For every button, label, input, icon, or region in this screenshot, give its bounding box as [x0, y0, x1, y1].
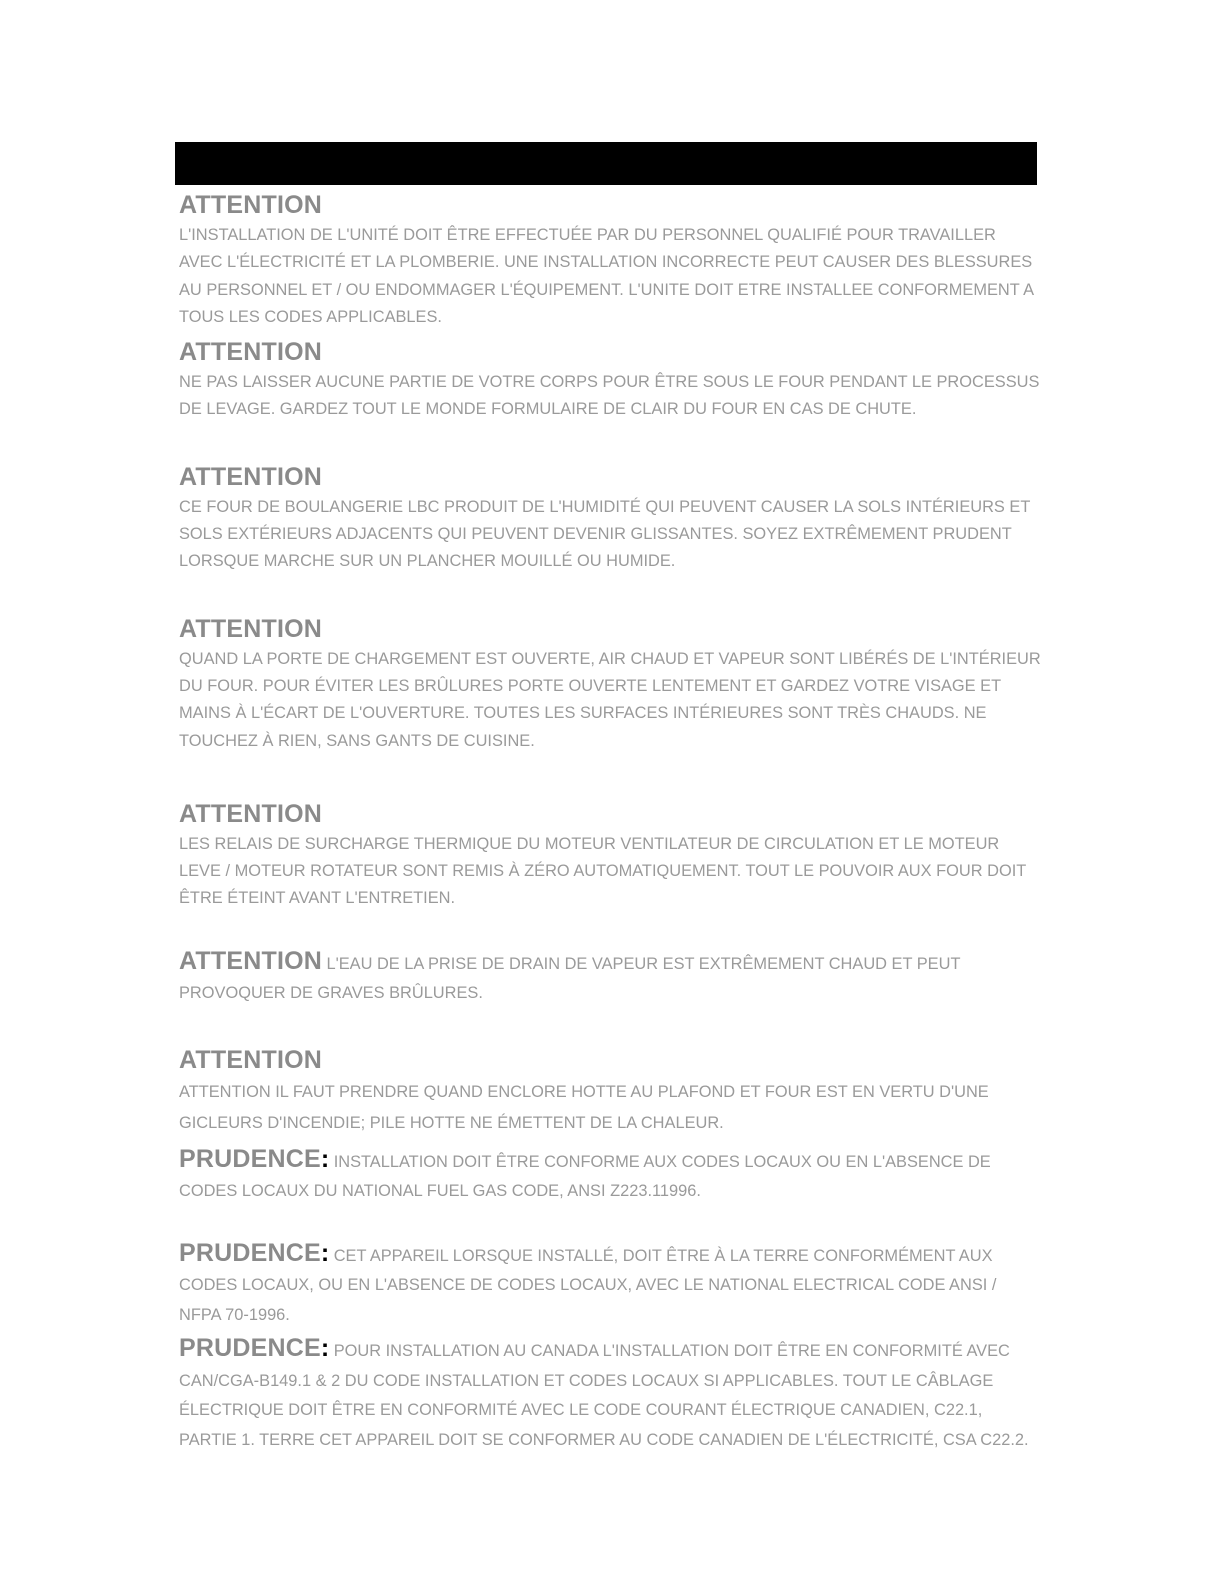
black-header-bar	[175, 142, 1037, 185]
prudence-colon: :	[320, 1334, 330, 1363]
attention-block-7	[179, 1043, 1041, 1139]
attention-block-3	[179, 460, 1041, 576]
attention-heading: ATTENTION	[179, 191, 322, 219]
prudence-block-1	[179, 1145, 1041, 1207]
attention-heading: ATTENTION	[179, 462, 322, 491]
attention-text: LES RELAIS DE SURCHARGE THERMIQUE DU MOTEUR VENTILATEUR DE CIRCULATION ET LE MOTEUR LEVE / MOTEUR ROTATEUR SONT REMIS À ZÉRO AUTOMATIQUEMENT. TOUT LE POUVOIR AUX FOUR DOIT ÊTRE ÉTEINT AVANT L'ENTRETIEN.	[179, 834, 1026, 908]
attention-heading: ATTENTION	[179, 946, 322, 975]
attention-text: CE FOUR DE BOULANGERIE LBC PRODUIT DE L'HUMIDITÉ QUI PEUVENT CAUSER LA SOLS INTÉRIEURS ET SOLS EXTÉRIEURS ADJACENTS QUI PEUVENT DEVENIR GLISSANTES. SOYEZ EXTRÊMEMENT PRUDENT LORSQUE MARCHE SUR UN PLANCHER MOUILLÉ OU HUMIDE.	[179, 497, 1031, 571]
prudence-text: INSTALLATION DOIT ÊTRE CONFORME AUX CODES LOCAUX OU EN L'ABSENCE DE CODES LOCAUX DU NATIONAL FUEL GAS CODE, ANSI Z223.11996.	[179, 1152, 991, 1201]
prudence-heading: PRUDENCE	[179, 1238, 321, 1267]
prudence-colon: :	[320, 1238, 330, 1267]
prudence-block-2	[179, 1239, 1041, 1331]
attention-block-2	[179, 335, 1041, 424]
attention-text: L'INSTALLATION DE L'UNITÉ DOIT ÊTRE EFFECTUÉE PAR DU PERSONNEL QUALIFIÉ POUR TRAVAILLER AVEC L'ÉLECTRICITÉ ET LA PLOMBERIE. UNE INSTALLATION INCORRECTE PEUT CAUSER DES BLESSURES AU PERSONNEL ET / OU ENDOMMAGER L'ÉQUIPEMENT. L'UNITE DOIT ETRE INSTALLEE CONFORMEMENT A TOUS LES CODES APPLICABLES.	[179, 226, 1034, 326]
prudence-heading: PRUDENCE	[179, 1334, 321, 1363]
attention-block-4	[179, 612, 1041, 755]
prudence-block-3	[179, 1334, 1041, 1455]
warnings-section	[179, 188, 1041, 1455]
attention-heading: ATTENTION	[179, 1045, 322, 1074]
attention-text: ATTENTION IL FAUT PRENDRE QUAND ENCLORE HOTTE AU PLAFOND ET FOUR EST EN VERTU D'UNE GICLEURS D'INCENDIE; PILE HOTTE NE ÉMETTENT DE LA CHALEUR.	[179, 1082, 989, 1132]
attention-block-1	[179, 188, 1041, 331]
prudence-colon: :	[320, 1144, 330, 1173]
attention-heading: ATTENTION	[179, 799, 322, 828]
attention-text: L'EAU DE LA PRISE DE DRAIN DE VAPEUR EST EXTRÊMEMENT CHAUD ET PEUT PROVOQUER DE GRAVES BRÛLURES.	[179, 954, 961, 1003]
attention-text: NE PAS LAISSER AUCUNE PARTIE DE VOTRE CORPS POUR ÊTRE SOUS LE FOUR PENDANT LE PROCESSUS DE LEVAGE. GARDEZ TOUT LE MONDE FORMULAIRE DE CLAIR DU FOUR EN CAS DE CHUTE.	[179, 373, 1040, 419]
attention-heading: ATTENTION	[179, 338, 322, 367]
prudence-heading: PRUDENCE	[179, 1144, 321, 1173]
prudence-text: POUR INSTALLATION AU CANADA L'INSTALLATION DOIT ÊTRE EN CONFORMITÉ AVEC CAN/CGA-B149.1 & 2 DU CODE INSTALLATION ET CODES LOCAUX SI APPLICABLES. TOUT LE CÂBLAGE ÉLECTRIQUE DOIT ÊTRE EN CONFORMITÉ AVEC LE CODE COURANT ÉLECTRIQUE CANADIEN, C22.1, PARTIE 1. TERRE CET APPAREIL DOIT SE CONFORMER AU CODE CANADIEN DE L'ÉLECTRICITÉ, CSA C22.2.	[179, 1342, 1029, 1449]
attention-heading: ATTENTION	[179, 614, 322, 643]
attention-block-6	[179, 947, 1041, 1009]
attention-text: QUAND LA PORTE DE CHARGEMENT EST OUVERTE, AIR CHAUD ET VAPEUR SONT LIBÉRÉS DE L'INTÉRIEUR DU FOUR. POUR ÉVITER LES BRÛLURES PORTE OUVERTE LENTEMENT ET GARDEZ VOTRE VISAGE ET MAINS À L'ÉCART DE L'OUVERTURE. TOUTES LES SURFACES INTÉRIEURES SONT TRÈS CHAUDS. NE TOUCHEZ À RIEN, SANS GANTS DE CUISINE.	[179, 649, 1041, 750]
attention-block-5	[179, 797, 1041, 913]
prudence-text: CET APPAREIL LORSQUE INSTALLÉ, DOIT ÊTRE À LA TERRE CONFORMÉMENT AUX CODES LOCAUX, OU EN L'ABSENCE DE CODES LOCAUX, AVEC LE NATIONAL ELECTRICAL CODE ANSI / NFPA 70-1996.	[179, 1246, 997, 1324]
